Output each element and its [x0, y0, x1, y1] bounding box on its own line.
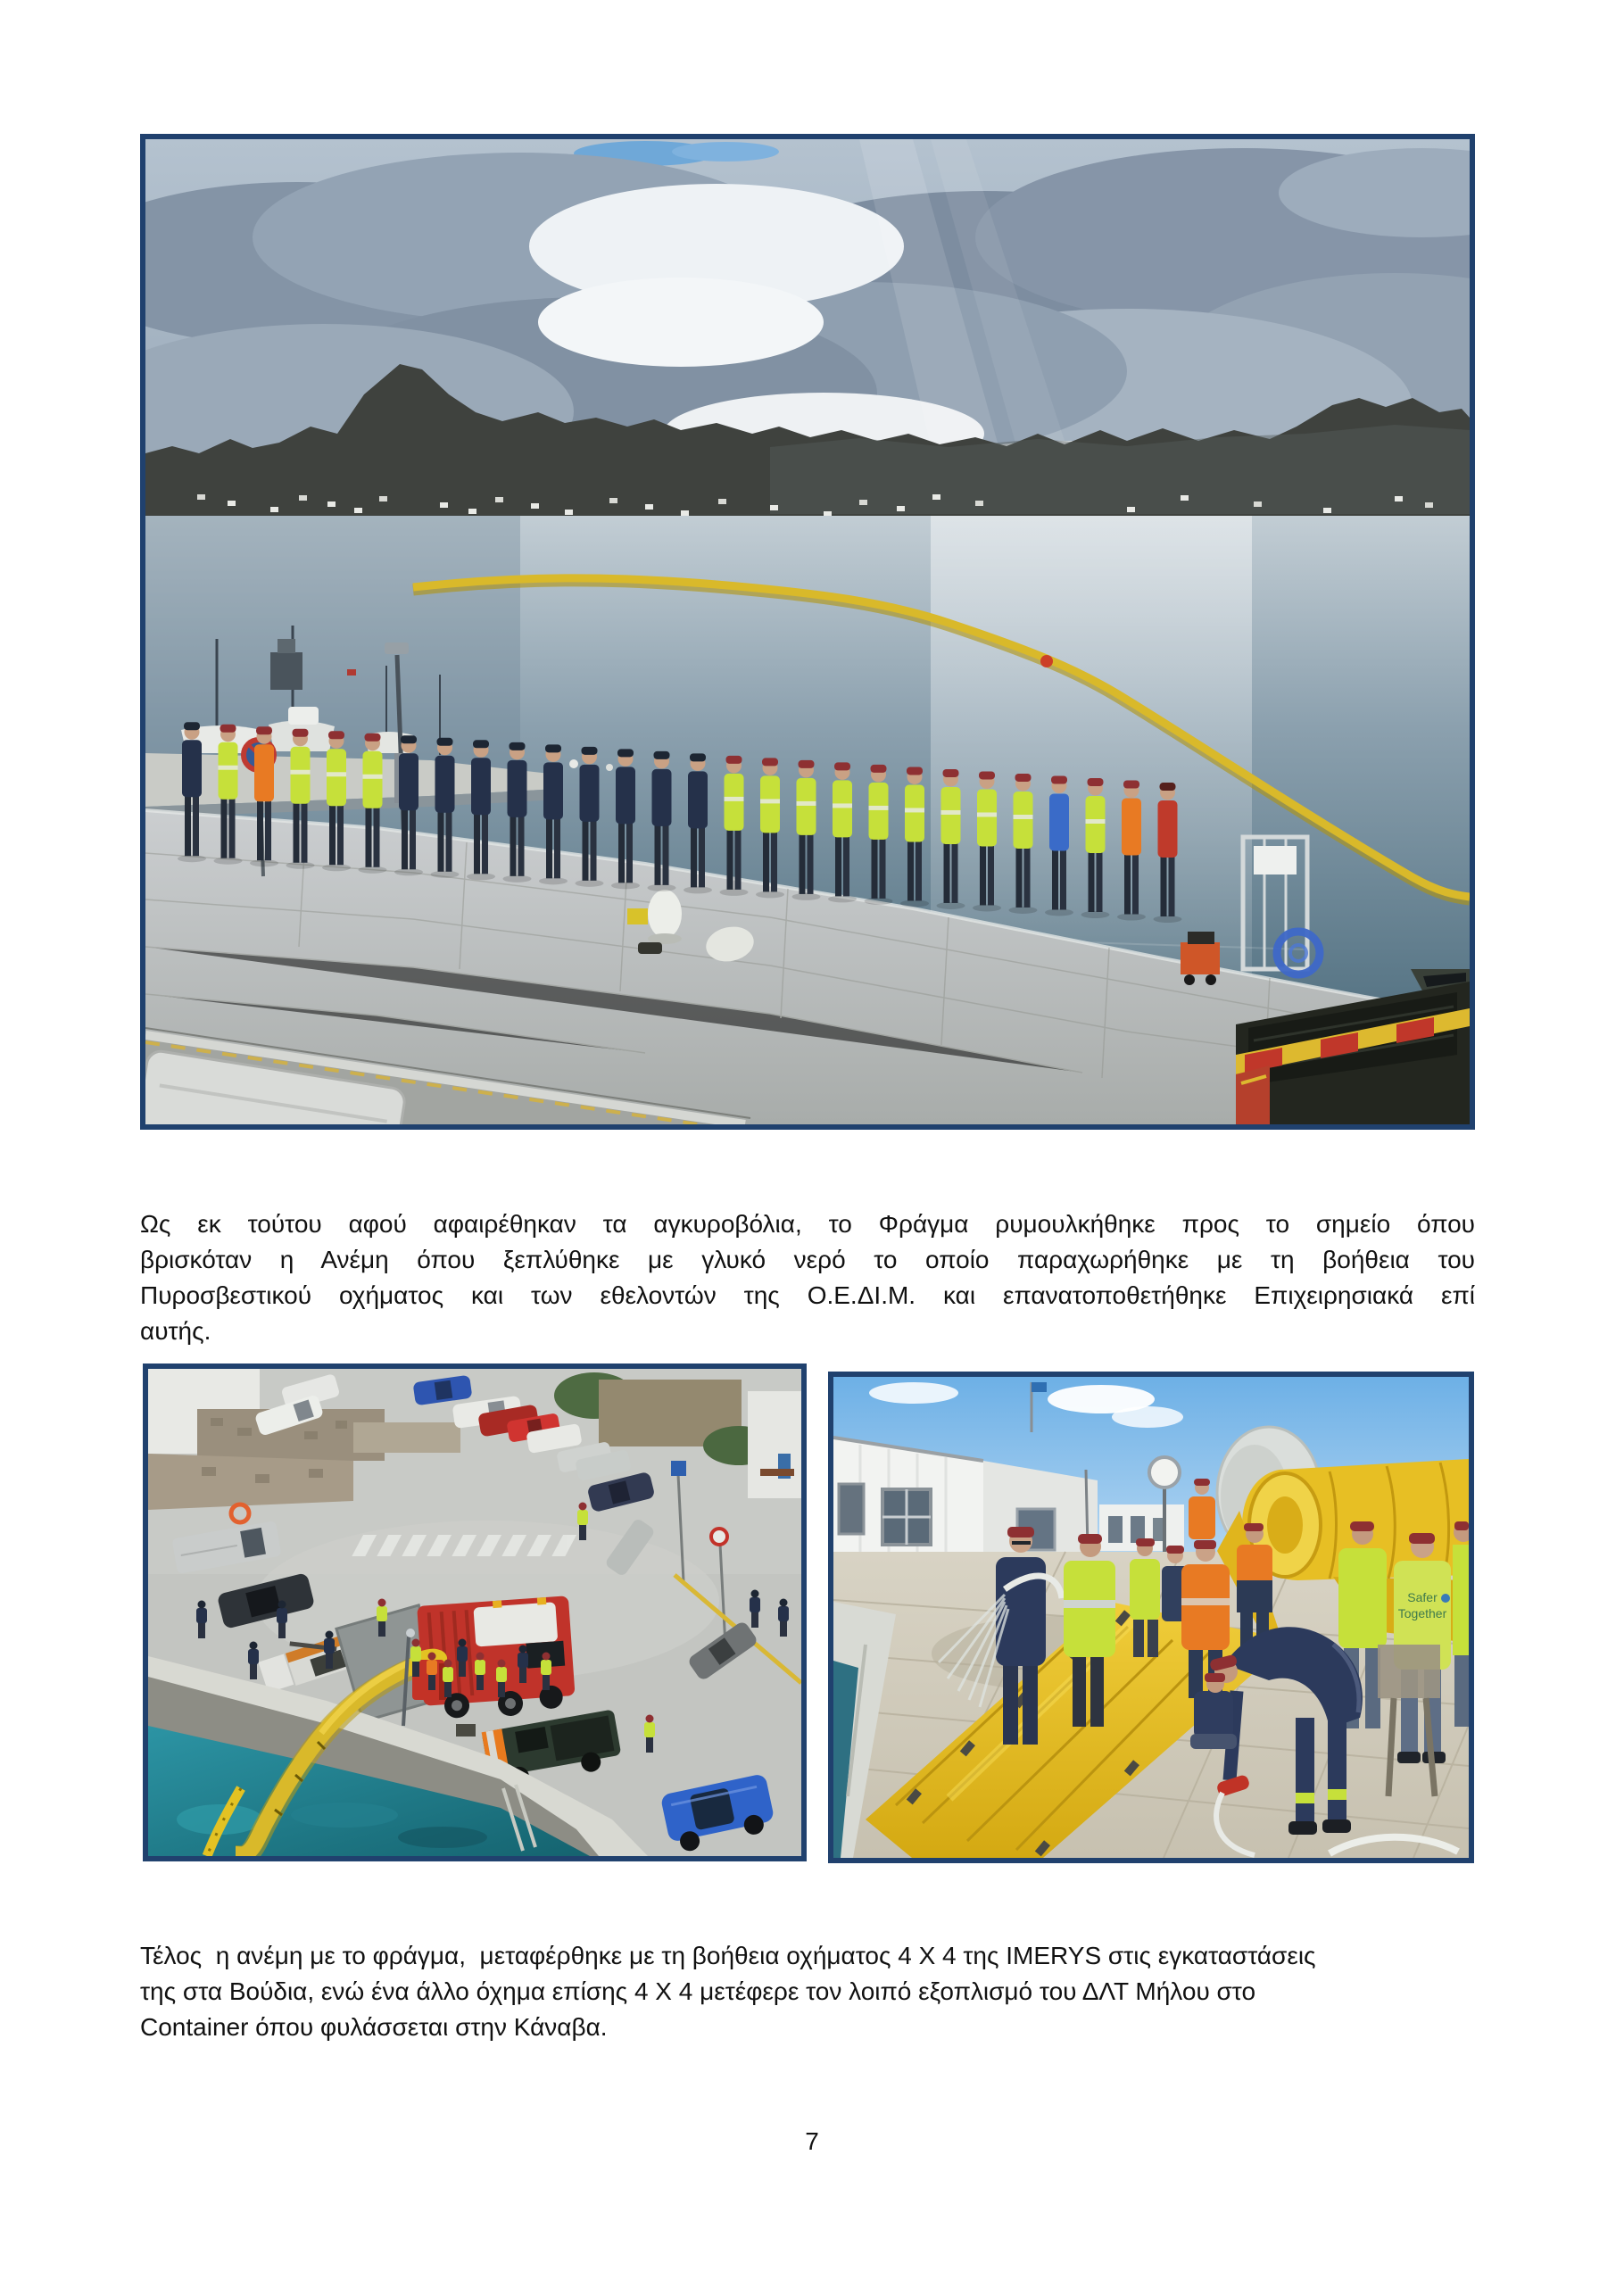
photo-aerial-quay: [143, 1364, 807, 1861]
paragraph-transport: [140, 1938, 1475, 2045]
photo-boom-rinsing-art: [833, 1377, 1469, 1858]
paragraph-boom-towing: [140, 1206, 1475, 1349]
paragraph-line: αυτής.: [140, 1317, 211, 1345]
page-number: 7: [805, 2127, 819, 2155]
photo-aerial-quay-art: [148, 1369, 801, 1856]
photo-harbor-panorama: [140, 134, 1475, 1130]
paragraph-line: της στα Βούδια, ενώ ένα άλλο όχημα επίσης 4 Χ 4 μετέφερε τον λοιπό εξοπλισμό του ΔΛΤ Μήλου στο: [140, 1977, 1256, 2005]
paragraph-line: Container όπου φυλάσσεται στην Κάναβα.: [140, 2013, 608, 2041]
paragraph-line: Πυροσβεστικού οχήματος και των εθελοντών της Ο.Ε.ΔΙ.Μ. και επανατοποθετήθηκε Επιχειρησιακά επί: [140, 1281, 1475, 1309]
paragraph-line: Ως εκ τούτου αφού αφαιρέθηκαν τα αγκυροβόλια, το Φράγμα ρυμουλκήθηκε προς το σημείο όπου: [140, 1210, 1475, 1238]
vest-text-line1: Safer: [1407, 1590, 1438, 1604]
boom-marker-buoy: [1040, 655, 1053, 667]
vest-text-line2: Together: [1397, 1606, 1447, 1620]
photo-harbor-panorama-art: [145, 139, 1470, 1124]
vest-logo: [1441, 1594, 1450, 1603]
paragraph-line: Τέλος η ανέμη με το φράγμα, μεταφέρθηκε με τη βοήθεια οχήματος 4 Χ 4 της IMERYS στις εγκαταστάσεις: [140, 1942, 1316, 1969]
paragraph-line: βρισκόταν η Ανέμη όπου ξεπλύθηκε με γλυκό νερό το οποίο παραχωρήθηκε με τη βοήθεια του: [140, 1246, 1475, 1273]
photo-boom-rinsing: [828, 1372, 1474, 1863]
